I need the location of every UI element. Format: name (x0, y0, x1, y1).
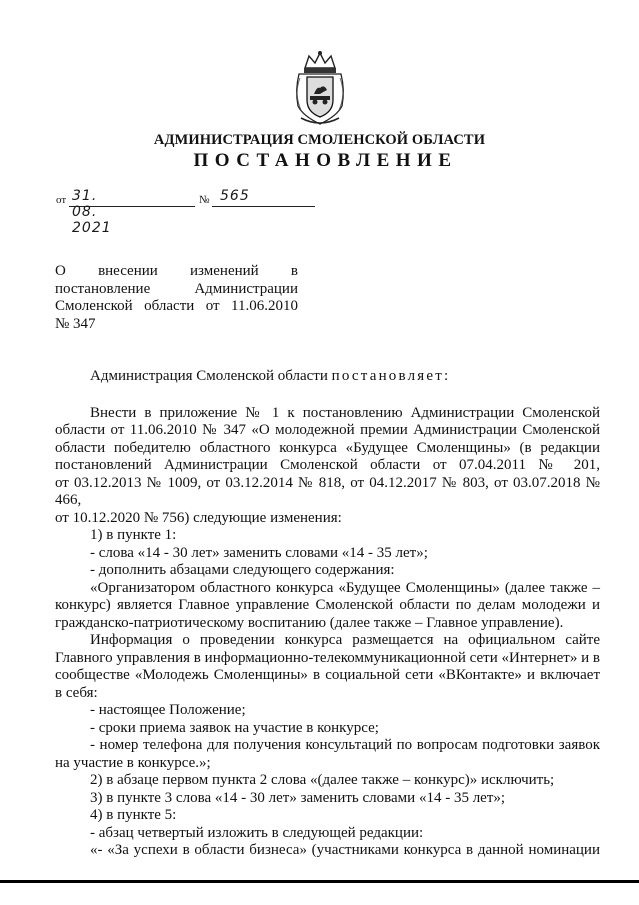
subject-line: № 347 (55, 315, 96, 332)
body-line: 2) в абзаце первом пункта 2 слова «(далее также – конкурс)» исключить; (90, 772, 555, 788)
body-line: - дополнить абзацами следующего содержания: (90, 562, 395, 578)
body-line: от 03.12.2013 № 1009, от 03.12.2014 № 818, от 04.12.2017 № 803, от 03.07.2018 № 466, (55, 474, 600, 508)
body-line: сообществе «Молодежь Смоленщины» в социальной сети «ВКонтакте» и включает (55, 667, 600, 683)
body-line: 1) в пункте 1: (90, 527, 177, 543)
body-line: - сроки приема заявок на участие в конкурсе; (90, 719, 379, 736)
body-line: области от 11.06.2010 № 347 «О молодежной премии Администрации Смоленской (55, 422, 600, 438)
body-line: - настоящее Положение; (90, 702, 246, 718)
preamble: Администрация Смоленской области постановляет: (90, 368, 451, 384)
body-line: области победителю областного конкурса «Будущее Смоленщины» (в редакции (55, 439, 600, 456)
body-line: от 10.12.2020 № 756) следующие изменения: (55, 509, 342, 526)
body-line: Информация о проведении конкурса размещается на официальном сайте (90, 632, 600, 648)
body-line: 4) в пункте 5: (90, 807, 177, 823)
body-line: 3) в пункте 3 слова «14 - 30 лет» заменить словами «14 - 35 лет»; (90, 789, 506, 806)
number-label: № (199, 194, 210, 206)
body-line: «Организатором областного конкурса «Будущее Смоленщины» (далее также – (90, 579, 600, 596)
body-line: конкурс) является Главное управление Смоленской области по делам молодежи и (55, 597, 600, 613)
smolensk-coat-of-arms-icon (291, 50, 349, 128)
date-label: от (56, 194, 67, 206)
subject-line: Смоленской области от 11.06.2010 (55, 298, 298, 315)
subject-line: О внесении изменений в (55, 263, 298, 279)
number-value: 565 (220, 188, 250, 204)
document-type: ПОСТАНОВЛЕНИЕ (193, 150, 458, 171)
document-body (55, 368, 600, 860)
date-value: 31. 08. 2021 (72, 188, 112, 236)
scan-edge-divider (0, 880, 639, 883)
body-line: «- «За успехи в области бизнеса» (участниками конкурса в данной номинации (90, 842, 600, 858)
body-line: - абзац четвертый изложить в следующей редакции: (90, 824, 424, 841)
document-subject (55, 263, 298, 333)
body-line: - номер телефона для получения консультаций по вопросам подготовки заявок (90, 737, 600, 753)
body-line: на участие в конкурсе.»; (55, 754, 211, 771)
body-line: Главного управления в информационно-телекоммуникационной сети «Интернет» и в (55, 649, 600, 666)
body-line: в себя: (55, 684, 98, 701)
body-line: гражданско-патриотическому воспитанию (далее также – Главное управление). (55, 614, 564, 631)
body-line: Внести в приложение № 1 к постановлению Администрации Смоленской (90, 404, 600, 421)
body-line: постановлений Администрации Смоленской области от 07.04.2011 № 201, (55, 457, 600, 473)
body-line: - слова «14 - 30 лет» заменить словами «14 - 35 лет»; (90, 544, 428, 561)
organization-title: АДМИНИСТРАЦИЯ СМОЛЕНСКОЙ ОБЛАСТИ (153, 132, 486, 148)
subject-line: постановление Администрации (55, 280, 298, 297)
number-underline (212, 206, 315, 207)
